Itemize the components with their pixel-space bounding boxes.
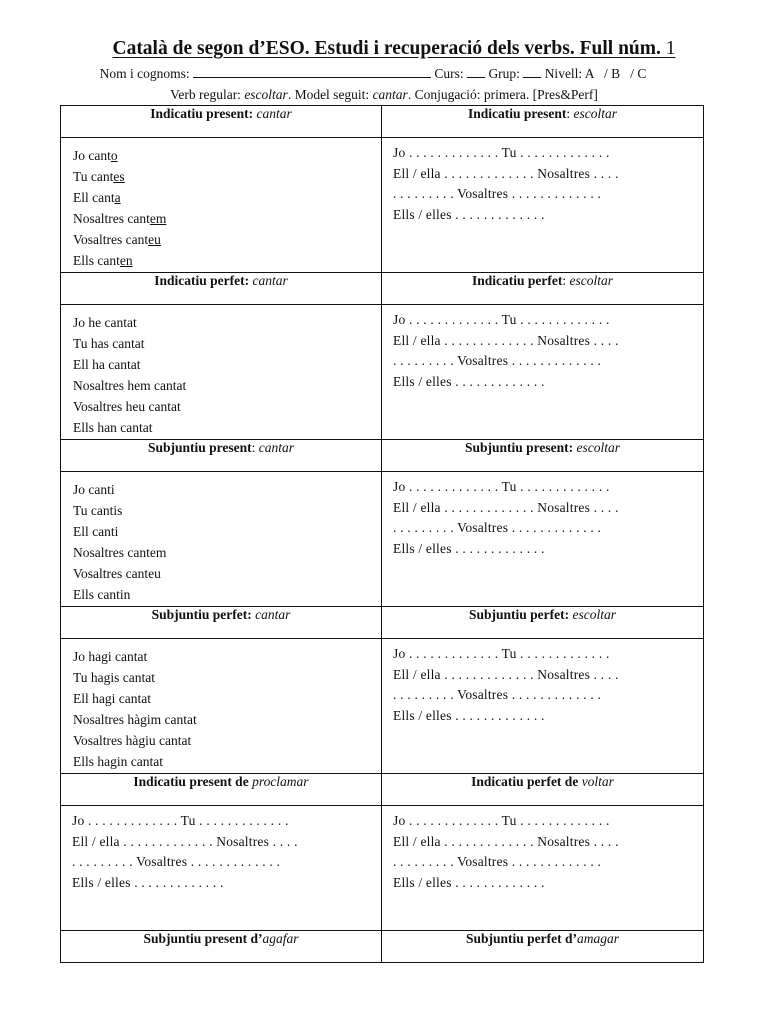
exercise-line: Jo . . . . . . . . . . . . . Tu . . . . . . . . . . . . . — [393, 646, 610, 661]
form-line: Nosaltres hem cantat — [73, 378, 187, 393]
form-line: Jo canto — [73, 148, 118, 163]
model-conjugation-cell — [61, 305, 382, 440]
form-line: Ells canten — [73, 253, 133, 268]
form-line: Vosaltres hàgiu cantat — [73, 733, 192, 748]
model-conjugation-cell — [61, 639, 382, 774]
course-blank[interactable] — [467, 65, 485, 78]
form-line: Tu hagis cantat — [73, 670, 155, 685]
exercise-line: Ells / elles . . . . . . . . . . . . . — [72, 874, 224, 890]
sheet-number: 1 — [665, 38, 676, 59]
level-label: Nivell: A / B / C — [544, 66, 647, 81]
exercise-line: Ell / ella . . . . . . . . . . . . . Nosaltres . . . . — [393, 499, 619, 515]
form-line: Jo hagi cantat — [73, 649, 148, 664]
course-label: Curs: — [434, 66, 464, 81]
form-line: Ell canti — [73, 524, 119, 539]
header-cell-right: Indicatiu present: escoltar — [382, 106, 704, 138]
exercise-line: Ell / ella . . . . . . . . . . . . . Nosaltres . . . . — [393, 833, 619, 849]
exercise-line: Jo . . . . . . . . . . . . . Tu . . . . . . . . . . . . . — [393, 312, 610, 327]
name-label: Nom i cognoms: — [99, 66, 190, 81]
form-line: Vosaltres heu cantat — [73, 399, 181, 414]
form-line: Ell ha cantat — [73, 357, 141, 372]
exercise-cell[interactable] — [382, 305, 704, 440]
section-header-row — [61, 273, 704, 305]
verb-info-c: . Model seguit: — [287, 87, 373, 102]
title-text: Català de segon d’ESO. Estudi i recuperació dels verbs. Full núm. — [112, 38, 661, 59]
section-body-row — [61, 305, 704, 440]
exercise-line: Jo . . . . . . . . . . . . . Tu . . . . . . . . . . . . . — [393, 813, 610, 828]
exercise-line: Ell / ella . . . . . . . . . . . . . Nosaltres . . . . — [393, 332, 619, 348]
exercise-cell[interactable] — [61, 806, 382, 931]
header-cell-right: Indicatiu perfet: escoltar — [382, 273, 704, 305]
model-conjugation-cell — [61, 472, 382, 607]
header-cell-left: Indicatiu present de proclamar — [61, 774, 382, 806]
section-header-row — [61, 931, 704, 963]
exercise-line: Ells / elles . . . . . . . . . . . . . — [393, 373, 545, 389]
header-cell-left: Subjuntiu present d’agafar — [61, 931, 382, 963]
exercise-line: Jo . . . . . . . . . . . . . Tu . . . . . . . . . . . . . — [393, 145, 610, 160]
exercise-line: Ells / elles . . . . . . . . . . . . . — [393, 540, 545, 556]
page-title — [0, 38, 768, 60]
form-line: Ells cantin — [73, 587, 131, 602]
verb-info-line — [0, 87, 768, 103]
group-blank[interactable] — [523, 65, 541, 78]
form-line: Jo he cantat — [73, 315, 137, 330]
section-body-row — [61, 639, 704, 774]
student-info-line — [0, 65, 746, 82]
header-cell-right: Subjuntiu perfet: escoltar — [382, 607, 704, 639]
header-cell-right: Indicatiu perfet de voltar — [382, 774, 704, 806]
form-line: Jo canti — [73, 482, 115, 497]
exercise-line: . . . . . . . . . Vosaltres . . . . . . . . . . . . . — [393, 854, 602, 869]
exercise-cell[interactable] — [382, 472, 704, 607]
conjugation-table — [60, 105, 704, 963]
exercise-line: . . . . . . . . . Vosaltres . . . . . . . . . . . . . — [393, 186, 602, 201]
section-header-row — [61, 106, 704, 138]
header-cell-right: Subjuntiu present: escoltar — [382, 440, 704, 472]
header-cell-left: Subjuntiu perfet: cantar — [61, 607, 382, 639]
exercise-line: Ell / ella . . . . . . . . . . . . . Nosaltres . . . . — [393, 165, 619, 181]
exercise-cell[interactable] — [382, 138, 704, 273]
verb-info-model: cantar — [372, 87, 408, 102]
form-line: Tu has cantat — [73, 336, 145, 351]
form-line: Tu cantis — [73, 503, 123, 518]
section-header-row — [61, 440, 704, 472]
name-blank[interactable] — [193, 65, 431, 78]
header-cell-left: Indicatiu perfet: cantar — [61, 273, 382, 305]
model-conjugation-cell — [61, 138, 382, 273]
section-header-row — [61, 774, 704, 806]
group-label: Grup: — [488, 66, 520, 81]
header-cell-right: Subjuntiu perfet d’amagar — [382, 931, 704, 963]
form-line: Vosaltres canteu — [73, 566, 161, 581]
exercise-line: Jo . . . . . . . . . . . . . Tu . . . . . . . . . . . . . — [393, 479, 610, 494]
exercise-line: Ell / ella . . . . . . . . . . . . . Nosaltres . . . . — [72, 833, 298, 849]
form-line: Nosaltres cantem — [73, 211, 167, 226]
exercise-line: Ells / elles . . . . . . . . . . . . . — [393, 206, 545, 222]
verb-info-e: . Conjugació: primera. [Pres&Perf] — [407, 87, 598, 102]
form-line: Nosaltres hàgim cantat — [73, 712, 197, 727]
section-body-row — [61, 472, 704, 607]
exercise-line: . . . . . . . . . Vosaltres . . . . . . . . . . . . . — [72, 854, 281, 869]
section-header-row — [61, 607, 704, 639]
form-line: Ells hagin cantat — [73, 754, 163, 769]
exercise-cell[interactable] — [382, 806, 704, 931]
form-line: Nosaltres cantem — [73, 545, 167, 560]
exercise-line: Ells / elles . . . . . . . . . . . . . — [393, 874, 545, 890]
exercise-line: Ells / elles . . . . . . . . . . . . . — [393, 707, 545, 723]
exercise-line: . . . . . . . . . Vosaltres . . . . . . . . . . . . . — [393, 520, 602, 535]
verb-info-verb: escoltar — [244, 87, 288, 102]
header-cell-left: Subjuntiu present: cantar — [61, 440, 382, 472]
exercise-cell[interactable] — [382, 639, 704, 774]
exercise-line: . . . . . . . . . Vosaltres . . . . . . . . . . . . . — [393, 353, 602, 368]
section-body-row — [61, 138, 704, 273]
verb-info-a: Verb regular: — [170, 87, 245, 102]
form-line: Ells han cantat — [73, 420, 153, 435]
header-cell-left: Indicatiu present: cantar — [61, 106, 382, 138]
form-line: Tu cantes — [73, 169, 125, 184]
exercise-line: Jo . . . . . . . . . . . . . Tu . . . . . . . . . . . . . — [72, 813, 289, 828]
section-body-row — [61, 806, 704, 931]
exercise-line: . . . . . . . . . Vosaltres . . . . . . . . . . . . . — [393, 687, 602, 702]
exercise-line: Ell / ella . . . . . . . . . . . . . Nosaltres . . . . — [393, 666, 619, 682]
form-line: Ell hagi cantat — [73, 691, 151, 706]
form-line: Ell canta — [73, 190, 121, 205]
form-line: Vosaltres canteu — [73, 232, 161, 247]
